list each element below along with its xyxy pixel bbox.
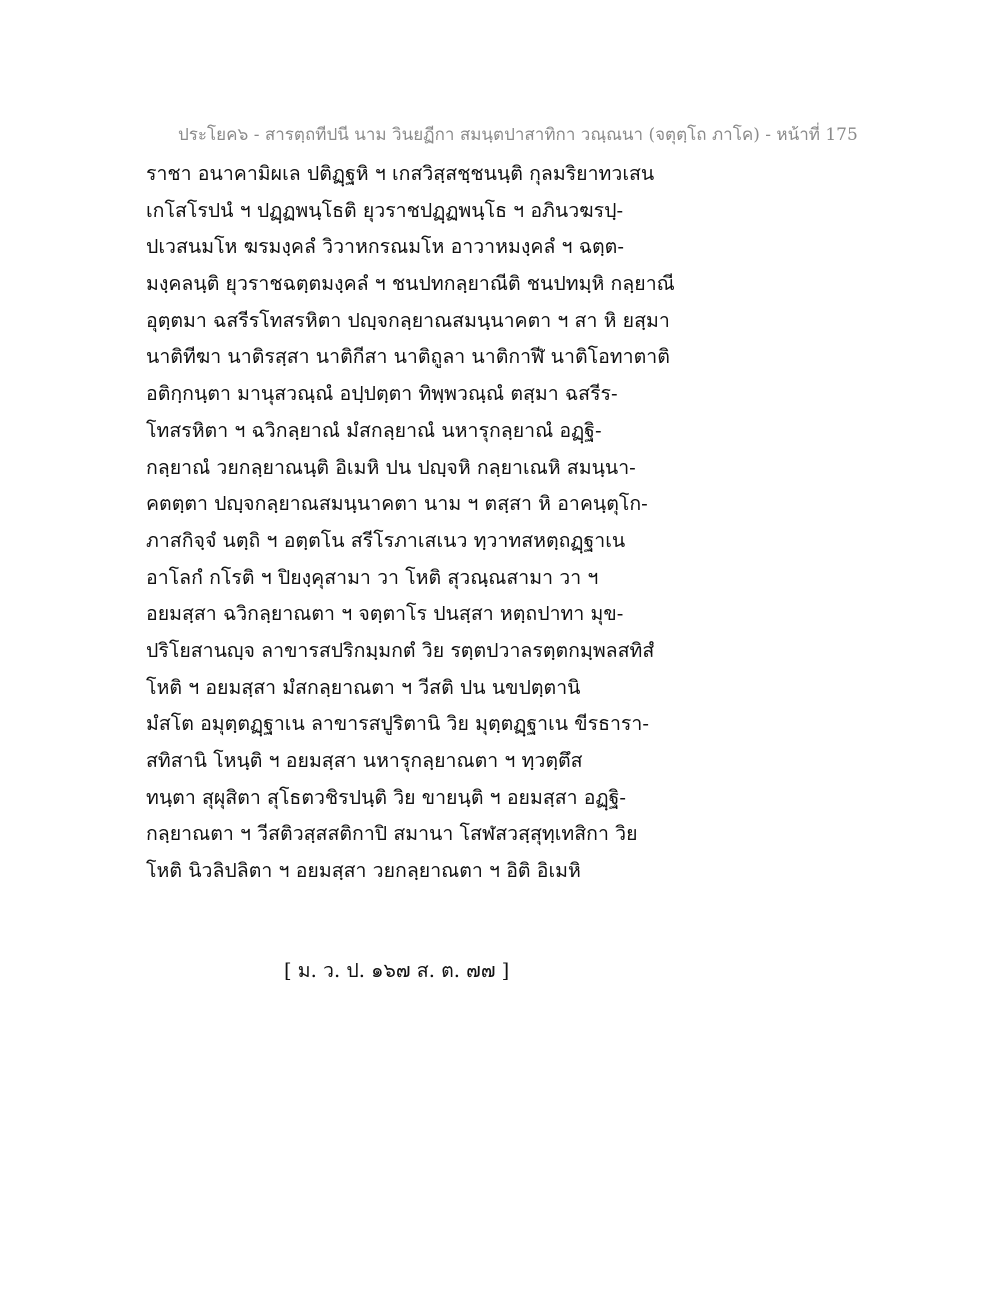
- text-line: อติกฺกนฺตา มานุสวณฺณํ อปฺปตฺตา ทิพฺพวณฺณํ ตสฺมา ฉสรีร-: [146, 382, 618, 406]
- text-line: มํสโต อมุตฺตฏฺฐาเน ลาขารสปูริตานิ วิย มุตฺตฏฺฐาเน ขีรธารา-: [146, 712, 649, 736]
- text-line: กลฺยาณตา ฯ วีสติวสฺสสติกาปิ สมานา โสฬสวสฺสุทฺเทสิกา วิย: [146, 822, 638, 846]
- text-line: ปเวสนมโห ฆรมงฺคลํ วิวาหกรณมโห อาวาหมงฺคลํ ฯ ฉตฺต-: [146, 235, 624, 259]
- text-line: นาติทีฆา นาติรสฺสา นาติกีสา นาติถูลา นาติกาฬี นาติโอทาตาติ: [146, 345, 670, 369]
- text-line: อาโลกํ กโรติ ฯ ปิยงฺคุสามา วา โหติ สุวณฺณสามา วา ฯ: [146, 565, 599, 589]
- text-line: ทนฺตา สุผุสิตา สุโธตวชิรปนฺติ วิย ขายนฺติ ฯ อยมสฺสา อฏฺฐิ-: [146, 785, 626, 809]
- body-text: [146, 156, 906, 890]
- text-line: คตตฺตา ปญฺจกลฺยาณสมนฺนาคตา นาม ฯ ตสฺสา หิ อาคนฺตุโก-: [146, 492, 648, 516]
- text-line: โหติ นิวลิปลิตา ฯ อยมสฺสา วยกลฺยาณตา ฯ อิติ อิเมหิ: [146, 859, 581, 883]
- text-line: โทสรหิตา ฯ ฉวิกลฺยาณํ มํสกลฺยาณํ นหารุกลฺยาณํ อฏฺฐิ-: [146, 418, 602, 442]
- text-line: สทิสานิ โหนฺติ ฯ อยมสฺสา นหารุกลฺยาณตา ฯ ทฺวตฺตึส: [146, 749, 583, 772]
- text-line: กลฺยาณํ วยกลฺยาณนฺติ อิเมหิ ปน ปญฺจหิ กลฺยาเณหิ สมนฺนา-: [146, 455, 636, 479]
- text-line: โหติ ฯ อยมสฺสา มํสกลฺยาณตา ฯ วีสติ ปน นขปตฺตานิ: [146, 675, 581, 699]
- reference-citation: [ ม. ว. ป. ๑๖๗ ส. ต. ๗๗ ]: [284, 959, 510, 982]
- text-line: มงฺคลนฺติ ยุวราชฉตฺตมงฺคลํ ฯ ชนปทกลฺยาณีติ ชนปทมฺหิ กลฺยาณี: [146, 272, 675, 296]
- text-line: อุตฺตมา ฉสรีรโทสรหิตา ปญฺจกลฺยาณสมนฺนาคตา ฯ สา หิ ยสฺมา: [146, 308, 670, 332]
- text-line: เกโสโรปนํ ฯ ปฏฺฏพนฺโธติ ยุวราชปฏฺฏพนฺโธ ฯ อภินวฆรปฺ-: [146, 198, 624, 222]
- text-line: ภาสกิจฺจํ นตฺถิ ฯ อตฺตโน สรีโรภาเสเนว ทฺวาทสหตฺถฏฺฐาเน: [146, 528, 626, 552]
- text-line: ปริโยสานญฺจ ลาขารสปริกมฺมกตํ วิย รตฺตปวาลรตฺตกมฺพลสทิสํ: [146, 638, 655, 662]
- text-line: ราชา อนาคามิผเล ปติฏฺฐหิ ฯ เกสวิสฺสชฺชนนฺติ กุลมริยาทวเสน: [146, 162, 655, 185]
- running-header: ประโยค๖ - สารตฺถทีปนี นาม วินยฏีกา สมนฺตปาสาทิกา วณฺณนา (จตุตฺโถ ภาโค) - หน้าที่ 175: [178, 125, 858, 145]
- text-line: อยมสฺสา ฉวิกลฺยาณตา ฯ จตฺตาโร ปนสฺสา หตฺถปาทา มุข-: [146, 602, 624, 626]
